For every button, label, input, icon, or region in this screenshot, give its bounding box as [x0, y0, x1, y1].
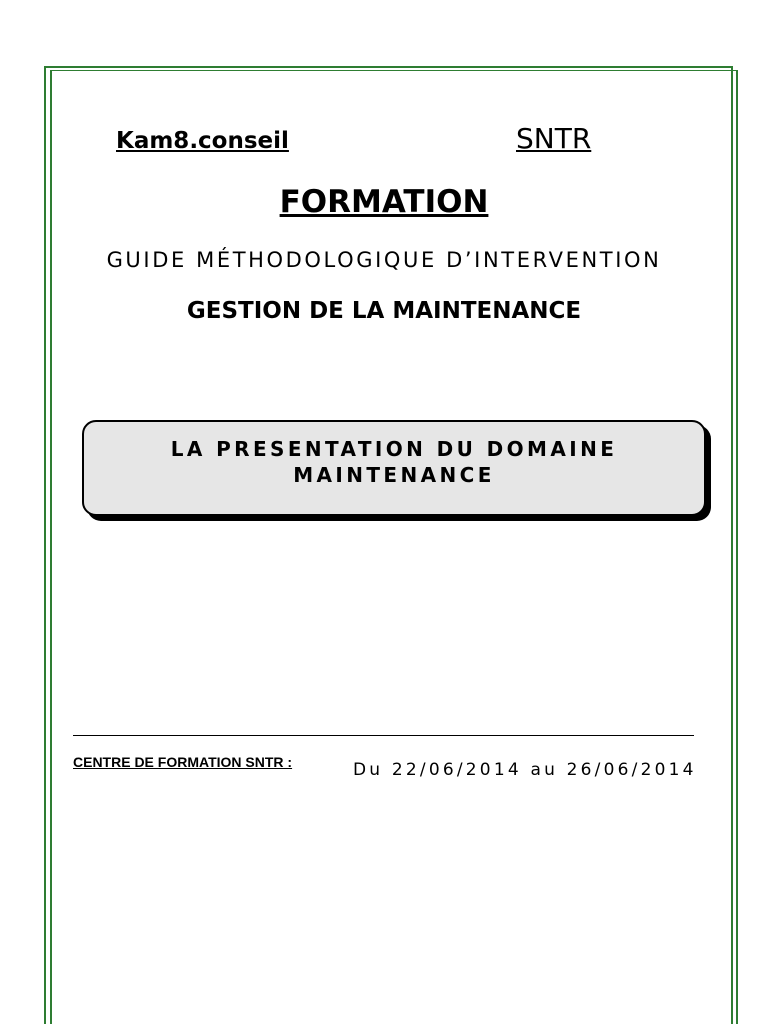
module-box: [82, 420, 706, 516]
training-dates: Du 22/06/2014 au 26/06/2014: [353, 760, 697, 780]
document-title: FORMATION: [279, 184, 489, 220]
company-name: Kam8.conseil: [116, 128, 289, 154]
training-centre-label: CENTRE DE FORMATION SNTR :: [73, 754, 293, 770]
document-subtitle: GUIDE MÉTHODOLOGIQUE D’INTERVENTION: [106, 248, 662, 272]
organization-name: SNTR: [516, 122, 592, 155]
document-subject: GESTION DE LA MAINTENANCE: [186, 298, 582, 324]
module-title: LA PRESENTATION DU DOMAINE MAINTENANCE: [170, 437, 618, 487]
footer-divider: [73, 735, 694, 736]
